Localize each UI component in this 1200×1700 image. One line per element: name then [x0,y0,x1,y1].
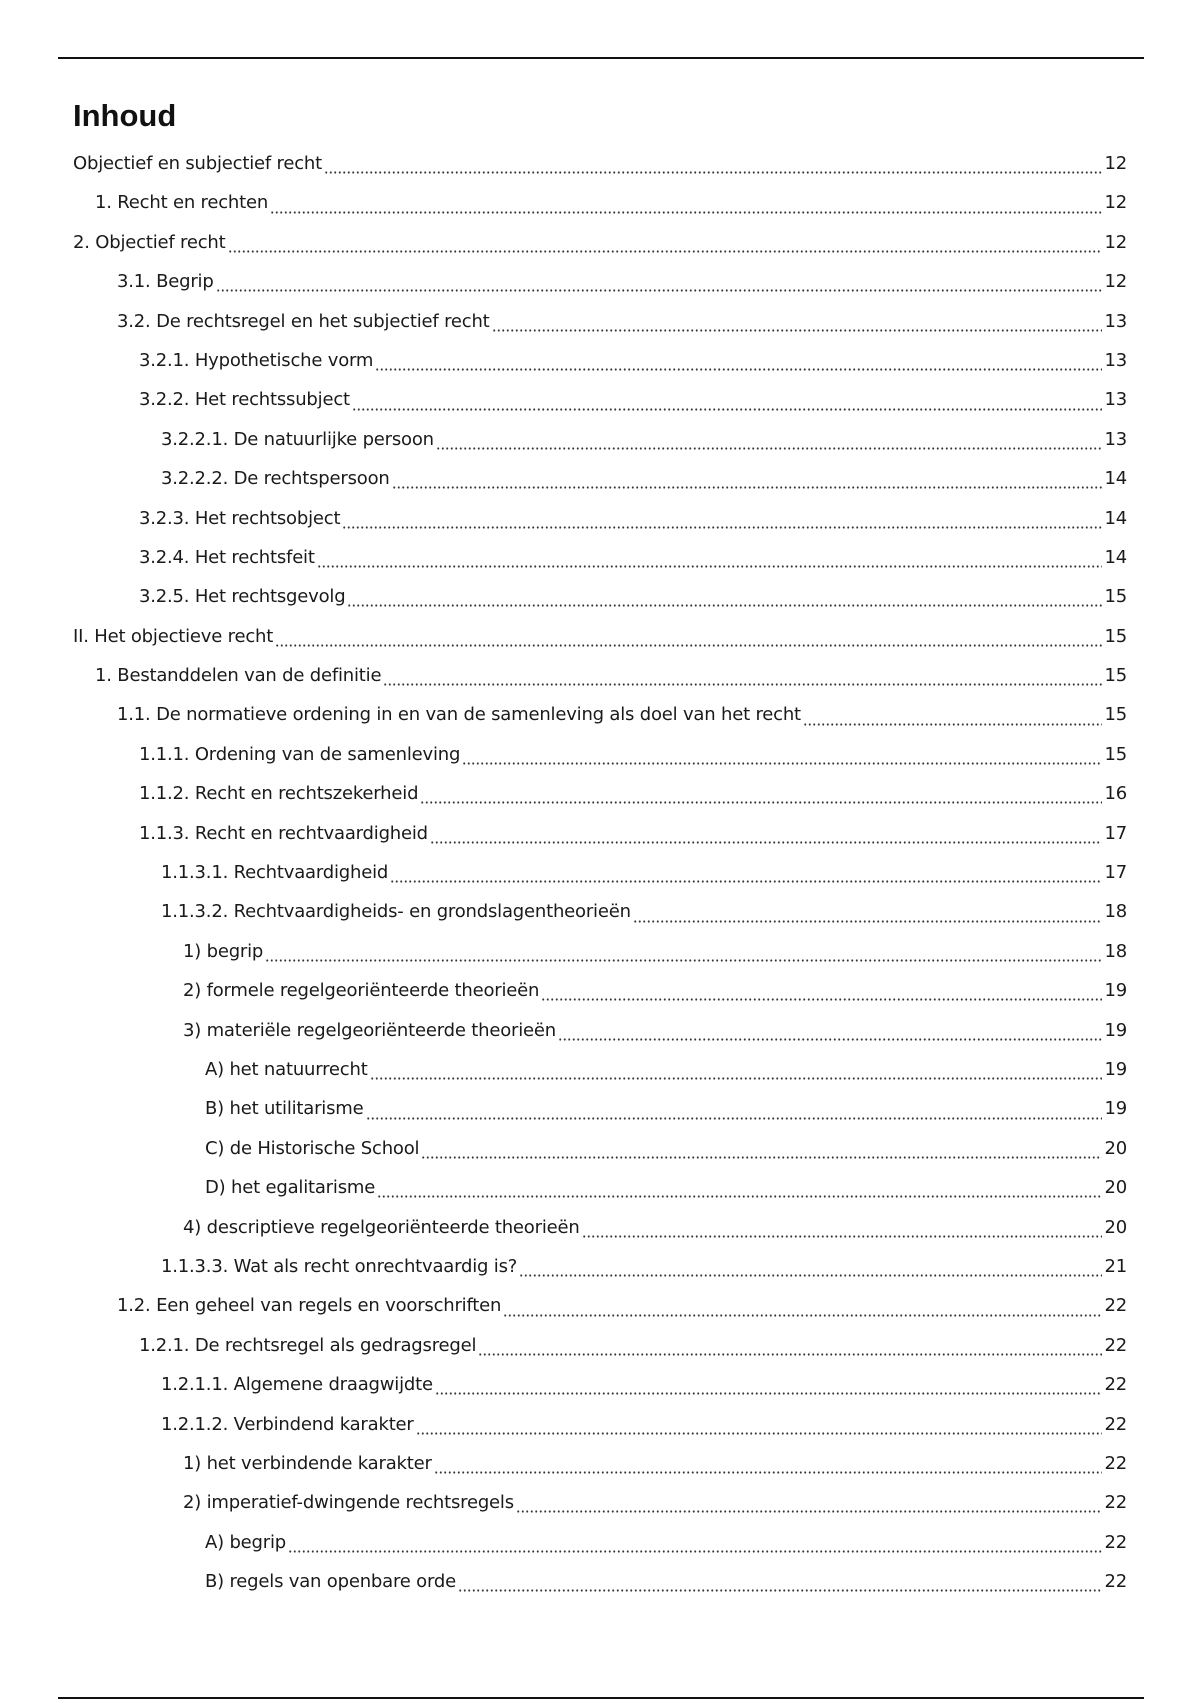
toc-entry[interactable] [73,814,1127,853]
dot-leader [462,762,1102,765]
toc-entry-title[interactable]: 1.1.3.3. Wat als recht onrechtvaardig is? [161,1255,518,1277]
toc-entry-title[interactable]: 1) het verbindende karakter [183,1452,432,1474]
dot-leader [503,1314,1102,1317]
dot-leader [478,1353,1102,1356]
toc-entry[interactable] [73,538,1127,577]
toc-entry[interactable] [73,932,1127,971]
toc-entry[interactable] [73,1405,1127,1444]
toc-entry[interactable] [73,971,1127,1010]
dot-leader [375,368,1102,371]
dot-leader [516,1510,1103,1513]
toc-entry[interactable] [73,1365,1127,1404]
toc-entry-page-number[interactable]: 20 [1104,1216,1127,1238]
dot-leader [347,604,1102,607]
dot-leader [458,1589,1103,1592]
toc-entry[interactable] [73,1129,1127,1168]
toc-entry-title[interactable]: 3) materiële regelgeoriënteerde theorieën [183,1019,556,1041]
dot-leader [541,998,1102,1001]
toc-entry-page-number[interactable]: 13 [1104,310,1127,332]
toc-entry[interactable] [73,380,1127,419]
toc-entry-title[interactable]: 1. Bestanddelen van de definitie [95,665,382,687]
toc-entry[interactable] [73,892,1127,931]
toc-entry[interactable] [73,735,1127,774]
toc-entry[interactable] [73,774,1127,813]
toc-entry-title[interactable]: 1.2. Een geheel van regels en voorschriften [117,1295,502,1317]
toc-entry[interactable] [73,1444,1127,1483]
toc-entry[interactable] [73,1050,1127,1089]
toc-entry-title[interactable]: 4) descriptieve regelgeoriënteerde theorieën [183,1216,580,1238]
page-title: Inhoud [73,98,177,133]
toc-entry-page-number[interactable]: 12 [1104,192,1127,214]
toc-entry-page-number[interactable]: 15 [1104,625,1127,647]
toc-entry-title[interactable]: C) de Historische School [205,1137,420,1159]
dot-leader [436,447,1103,450]
toc-entry[interactable] [73,1483,1127,1522]
toc-entry-page-number[interactable]: 13 [1104,349,1127,371]
toc-entry[interactable] [73,1523,1127,1562]
toc-entry-page-number[interactable]: 14 [1104,468,1127,490]
dot-leader [275,644,1102,647]
dot-leader [324,171,1103,174]
toc-entry[interactable] [73,223,1127,262]
toc-entry[interactable] [73,1089,1127,1128]
header-rule [58,57,1144,59]
toc-entry-page-number[interactable]: 14 [1104,507,1127,529]
toc-entry-page-number[interactable]: 16 [1104,783,1127,805]
toc-entry[interactable] [73,302,1127,341]
dot-leader [377,1195,1102,1198]
toc-entry-title[interactable]: 2. Objectief recht [73,231,226,253]
dot-leader [288,1550,1102,1553]
toc-entry-page-number[interactable]: 22 [1104,1413,1127,1435]
toc-entry-title[interactable]: 3.2.1. Hypothetische vorm [139,349,374,371]
toc-entry-page-number[interactable]: 12 [1104,271,1127,293]
footer-rule [58,1697,1144,1699]
toc-entry[interactable] [73,262,1127,301]
toc-entry-title[interactable]: 1. Recht en rechten [95,192,269,214]
dot-leader [270,211,1102,214]
toc-entry[interactable] [73,1286,1127,1325]
toc-entry-page-number[interactable]: 19 [1104,1098,1127,1120]
toc-entry-title[interactable]: 3.2. De rechtsregel en het subjectief recht [117,310,490,332]
toc-entry-page-number[interactable]: 17 [1104,862,1127,884]
toc-entry-title[interactable]: 1.2.1.2. Verbindend karakter [161,1413,414,1435]
dot-leader [435,1392,1103,1395]
toc-entry-page-number[interactable]: 22 [1104,1374,1127,1396]
dot-leader [383,683,1102,686]
toc-entry-title[interactable]: 3.2.2.1. De natuurlijke persoon [161,428,434,450]
toc-entry-title[interactable]: A) het natuurrecht [205,1058,368,1080]
toc-entry-title[interactable]: D) het egalitarisme [205,1177,376,1199]
toc-entry-title[interactable]: 3.2.4. Het rechtsfeit [139,546,315,568]
toc-entry-title[interactable]: 1.2.1.1. Algemene draagwijdte [161,1374,433,1396]
dot-leader [390,880,1102,883]
toc-entry[interactable] [73,1326,1127,1365]
toc-entry-page-number[interactable]: 18 [1104,901,1127,923]
dot-leader [392,486,1103,489]
toc-entry-title[interactable]: 1.1.2. Recht en rechtszekerheid [139,783,419,805]
toc-entry-page-number[interactable]: 15 [1104,743,1127,765]
dot-leader [352,408,1103,411]
dot-leader [366,1117,1103,1120]
toc-entry[interactable] [73,341,1127,380]
dot-leader [803,723,1103,726]
toc-entry-title[interactable]: Objectief en subjectief recht [73,153,322,174]
dot-leader [430,841,1103,844]
dot-leader [421,1156,1102,1159]
dot-leader [434,1471,1103,1474]
toc-entry-page-number[interactable]: 12 [1104,231,1127,253]
toc-entry-title[interactable]: B) regels van openbare orde [205,1571,456,1593]
toc-entry-title[interactable]: 1.1. De normatieve ordening in en van de samenleving als doel van het recht [117,704,801,726]
toc-entry[interactable] [73,1208,1127,1247]
dot-leader [558,1038,1103,1041]
toc-entry-title[interactable]: 1.1.3. Recht en rechtvaardigheid [139,822,428,844]
toc-entry-page-number[interactable]: 17 [1104,822,1127,844]
dot-leader [228,250,1103,253]
toc-entry[interactable] [73,1011,1127,1050]
dot-leader [633,920,1103,923]
toc-entry-page-number[interactable]: 12 [1104,153,1127,174]
toc-entry[interactable] [73,853,1127,892]
toc-entry-title[interactable]: 2) formele regelgeoriënteerde theorieën [183,980,540,1002]
dot-leader [317,565,1103,568]
toc-entry-page-number[interactable]: 22 [1104,1334,1127,1356]
dot-leader [370,1077,1103,1080]
toc-entry-title[interactable]: 3.2.2.2. De rechtspersoon [161,468,390,490]
toc-entry-page-number[interactable]: 22 [1104,1531,1127,1553]
toc-entry-page-number[interactable]: 18 [1104,940,1127,962]
toc-entry[interactable] [73,695,1127,734]
toc-entry-page-number[interactable]: 14 [1104,546,1127,568]
toc-entry[interactable] [73,1168,1127,1207]
toc-entry-page-number[interactable]: 19 [1104,1058,1127,1080]
toc-entry-title[interactable]: 3.2.5. Het rechtsgevolg [139,586,346,608]
dot-leader [216,289,1103,292]
toc-entry-title[interactable]: B) het utilitarisme [205,1098,364,1120]
toc-entry[interactable] [73,499,1127,538]
toc-entry[interactable] [73,1247,1127,1286]
toc-entry-title[interactable]: A) begrip [205,1531,287,1553]
toc-entry-title[interactable]: 3.1. Begrip [117,271,214,293]
toc-entry-title[interactable]: 1.1.3.1. Rechtvaardigheid [161,862,389,884]
toc-entry-page-number[interactable]: 20 [1104,1177,1127,1199]
dot-leader [519,1274,1102,1277]
toc-entry[interactable] [73,617,1127,656]
toc-entry[interactable] [73,144,1127,183]
toc-entry[interactable] [73,577,1127,616]
toc-entry-page-number[interactable]: 22 [1104,1452,1127,1474]
toc-entry-page-number[interactable]: 20 [1104,1137,1127,1159]
toc-entry[interactable] [73,459,1127,498]
toc-entry-page-number[interactable]: 19 [1104,980,1127,1002]
toc-entry-page-number[interactable]: 22 [1104,1492,1127,1514]
dot-leader [420,801,1102,804]
table-of-contents [73,144,1127,1601]
toc-entry-page-number[interactable]: 22 [1104,1295,1127,1317]
toc-entry-title[interactable]: 3.2.3. Het rechtsobject [139,507,341,529]
toc-entry[interactable] [73,420,1127,459]
dot-leader [265,959,1102,962]
dot-leader [416,1432,1103,1435]
toc-entry-page-number[interactable]: 15 [1104,586,1127,608]
toc-entry-title[interactable]: 2) imperatief-dwingende rechtsregels [183,1492,514,1514]
dot-leader [342,526,1102,529]
toc-entry-page-number[interactable]: 22 [1104,1571,1127,1593]
toc-entry-page-number[interactable]: 13 [1104,428,1127,450]
toc-entry-page-number[interactable]: 13 [1104,389,1127,411]
toc-entry[interactable] [73,656,1127,695]
toc-entry-title[interactable]: 1.1.3.2. Rechtvaardigheids- en grondslagentheorieën [161,901,631,923]
toc-entry-page-number[interactable]: 15 [1104,665,1127,687]
dot-leader [492,329,1103,332]
toc-entry[interactable] [73,1562,1127,1601]
toc-entry-title[interactable]: 1.1.1. Ordening van de samenleving [139,743,461,765]
toc-entry-title[interactable]: 3.2.2. Het rechtssubject [139,389,350,411]
dot-leader [582,1235,1103,1238]
toc-entry-page-number[interactable]: 19 [1104,1019,1127,1041]
toc-entry-title[interactable]: 1) begrip [183,940,264,962]
toc-entry-page-number[interactable]: 21 [1104,1255,1127,1277]
toc-entry-page-number[interactable]: 15 [1104,704,1127,726]
toc-entry-title[interactable]: II. Het objectieve recht [73,625,274,647]
toc-entry[interactable] [73,183,1127,222]
toc-entry-title[interactable]: 1.2.1. De rechtsregel als gedragsregel [139,1334,477,1356]
